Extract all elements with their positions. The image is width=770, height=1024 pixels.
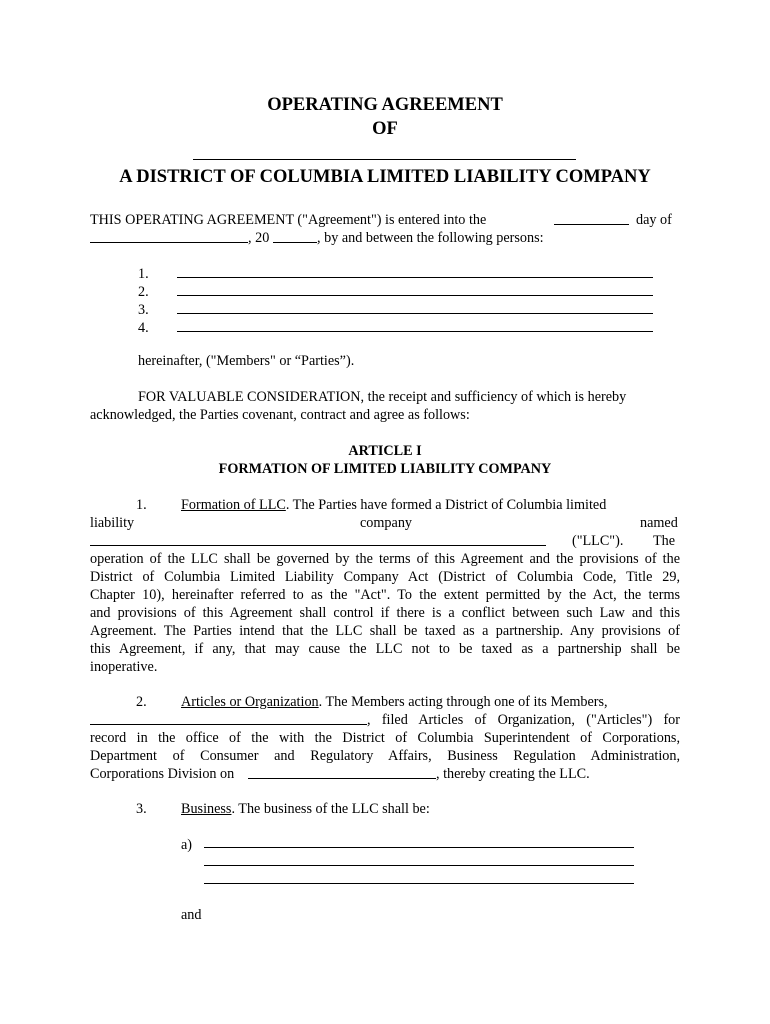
consideration-line-1: FOR VALUABLE CONSIDERATION, the receipt and sufficiency of which is hereby (138, 389, 627, 405)
month-blank[interactable] (90, 229, 248, 243)
section-2-first-line (181, 693, 680, 711)
section-1-first-line (181, 496, 680, 514)
member-2-blank[interactable] (177, 295, 653, 296)
section-3-item-a: a) (181, 837, 193, 853)
section-2-heading: Articles or Organization (181, 694, 319, 710)
section-3-and: and (181, 907, 202, 923)
document-title: OPERATING AGREEMENT (267, 95, 503, 115)
member-3-blank[interactable] (177, 313, 653, 314)
section-2-number: 2. (136, 694, 147, 710)
intro-year-prefix: , 20 (248, 230, 270, 246)
section-2-line-5a: Corporations Division on (90, 766, 235, 782)
section-1-line: and provisions of this Agreement shall control if there is a conflict between such Law and this (90, 605, 680, 621)
section-1-the: The (653, 533, 676, 549)
business-purpose-blank-2[interactable] (204, 865, 634, 866)
business-purpose-blank-3[interactable] (204, 883, 634, 884)
member-4-blank[interactable] (177, 331, 653, 332)
list-item: 3. (138, 302, 149, 318)
section-2-line-2: , filed Articles of Organization, ("Articles") for (367, 712, 680, 728)
list-item: 4. (138, 320, 149, 336)
day-blank[interactable] (554, 211, 629, 225)
intro-persons: , by and between the following persons: (317, 230, 544, 246)
consideration-line-2: acknowledged, the Parties covenant, contract and agree as follows: (90, 407, 470, 423)
section-3-number: 3. (136, 801, 147, 817)
section-1-lead: . The Parties have formed a District of Columbia limited (285, 497, 607, 513)
intro-text: THIS OPERATING AGREEMENT ("Agreement") is entered into the (90, 212, 487, 228)
section-3-first-line (181, 800, 430, 818)
section-1-llc-label: ("LLC"). (572, 533, 624, 549)
section-2-lead: . The Members acting through one of its Members, (318, 694, 608, 710)
list-item: 1. (138, 266, 149, 282)
section-2-line-5b: , thereby creating the LLC. (436, 766, 590, 782)
member-filer-blank[interactable] (90, 711, 367, 725)
company-name-blank[interactable] (193, 159, 576, 160)
section-1-heading: Formation of LLC (181, 497, 286, 513)
year-blank[interactable] (273, 229, 317, 243)
article-subheading: FORMATION OF LIMITED LIABILITY COMPANY (218, 461, 552, 477)
section-3-lead: . The business of the LLC shall be: (231, 801, 430, 817)
member-1-blank[interactable] (177, 277, 653, 278)
article-heading: ARTICLE I (348, 443, 422, 459)
section-1-word-company: company (360, 515, 413, 531)
section-1-word-named: named (640, 515, 678, 531)
document-title-of: OF (372, 119, 398, 139)
intro-day-of: day of (636, 212, 672, 228)
document-subtitle: A DISTRICT OF COLUMBIA LIMITED LIABILITY COMPANY (119, 167, 651, 187)
llc-name-blank[interactable] (90, 532, 546, 546)
section-2-line: record in the office of the with the District of Columbia Superintendent of Corporations, (90, 730, 680, 746)
business-purpose-blank-1[interactable] (204, 847, 634, 848)
section-1-line: operation of the LLC shall be governed by the terms of this Agreement and the provisions of the (90, 551, 680, 567)
list-item: 2. (138, 284, 149, 300)
section-3-heading: Business (181, 801, 232, 817)
section-1-last-line: inoperative. (90, 659, 158, 675)
section-1-line: this Agreement, if any, that may cause the LLC not to be taxed as a partnership shall be (90, 641, 680, 657)
section-1-number: 1. (136, 497, 147, 513)
section-1-line: District of Columbia Limited Liability Company Act (District of Columbia Code, Title 29, (90, 569, 680, 585)
section-1-line: Chapter 10), hereinafter referred to as the "Act". To the extent permitted by the Act, the terms (90, 587, 680, 603)
section-2-line: Department of Consumer and Regulatory Affairs, Business Regulation Administration, (90, 748, 680, 764)
filing-date-blank[interactable] (248, 765, 436, 779)
hereinafter-text: hereinafter, ("Members" or “Parties”). (138, 353, 355, 369)
section-1-line: Agreement. The Parties intend that the LLC shall be taxed as a partnership. Any provisions of (90, 623, 680, 639)
section-1-word-liability: liability (90, 515, 135, 531)
